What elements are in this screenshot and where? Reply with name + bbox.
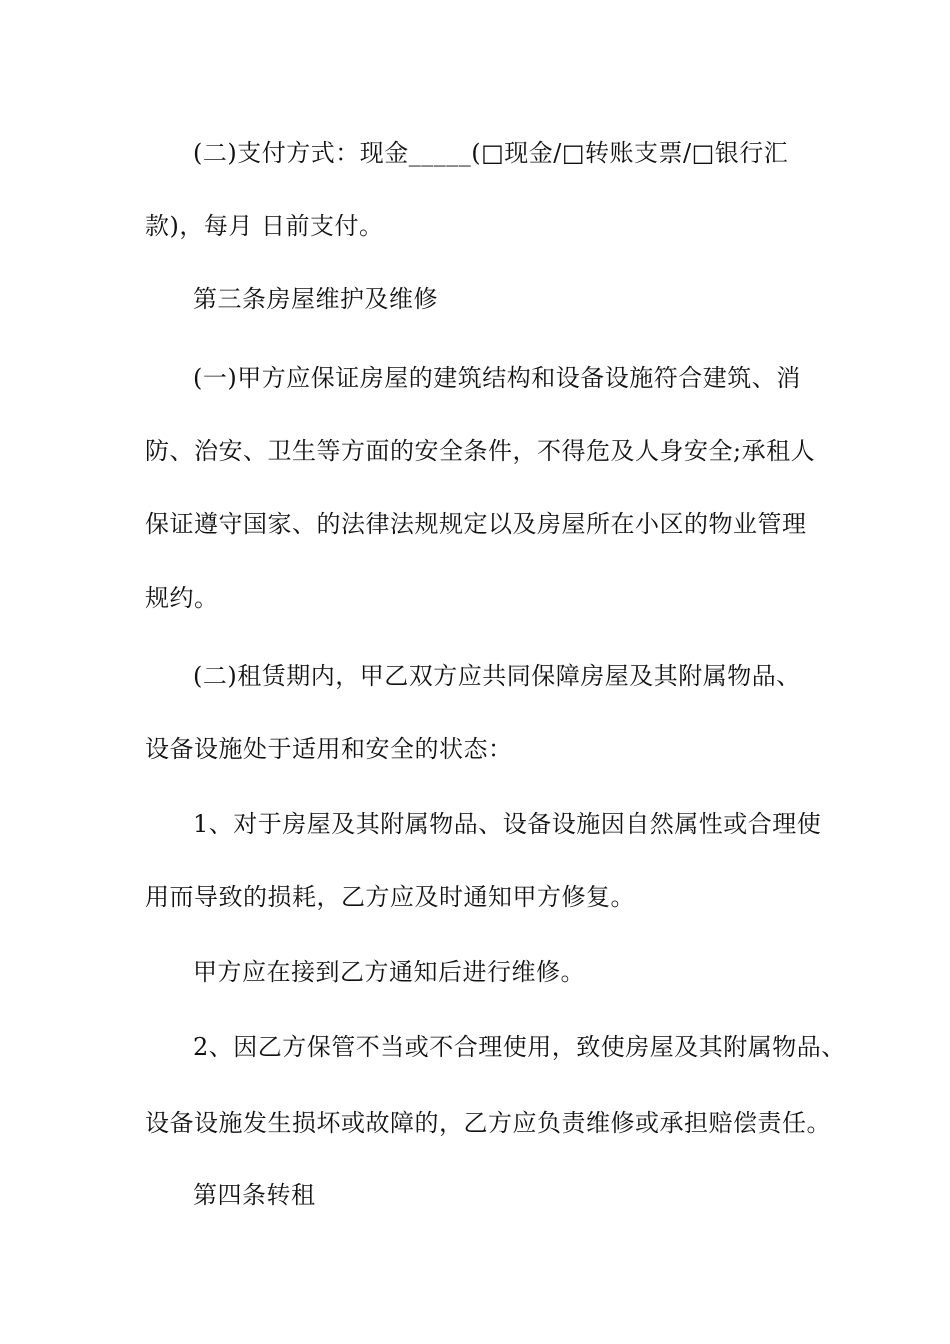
paragraph-line-12: 甲方应在接到乙方通知后进行维修。 <box>193 958 585 986</box>
paragraph-line-13: 2、因乙方保管不当或不合理使用，致使房屋及其附属物品、 <box>193 1033 846 1061</box>
paragraph-line-7: 规约。 <box>145 584 219 612</box>
paragraph-line-11: 用而导致的损耗，乙方应及时通知甲方修复。 <box>145 883 635 911</box>
section-heading-3: 第三条房屋维护及维修 <box>193 285 438 313</box>
paragraph-line-2: 款)，每月 日前支付。 <box>145 212 384 240</box>
paragraph-line-8: (二)租赁期内，甲乙双方应共同保障房屋及其附属物品、 <box>193 662 801 690</box>
paragraph-line-10: 1、对于房屋及其附属物品、设备设施因自然属性或合理使 <box>193 810 822 838</box>
paragraph-line-1: (二)支付方式：现金_____(□现金/□转账支票/□银行汇 <box>193 139 789 167</box>
paragraph-line-4: (一)甲方应保证房屋的建筑结构和设备设施符合建筑、消 <box>193 364 801 392</box>
paragraph-line-6: 保证遵守国家、的法律法规规定以及房屋所在小区的物业管理 <box>145 510 807 538</box>
paragraph-line-9: 设备设施处于适用和安全的状态： <box>145 735 513 763</box>
paragraph-line-14: 设备设施发生损坏或故障的，乙方应负责维修或承担赔偿责任。 <box>145 1109 831 1137</box>
section-heading-15: 第四条转租 <box>193 1181 316 1209</box>
paragraph-line-5: 防、治安、卫生等方面的安全条件，不得危及人身安全;承租人 <box>145 437 816 465</box>
